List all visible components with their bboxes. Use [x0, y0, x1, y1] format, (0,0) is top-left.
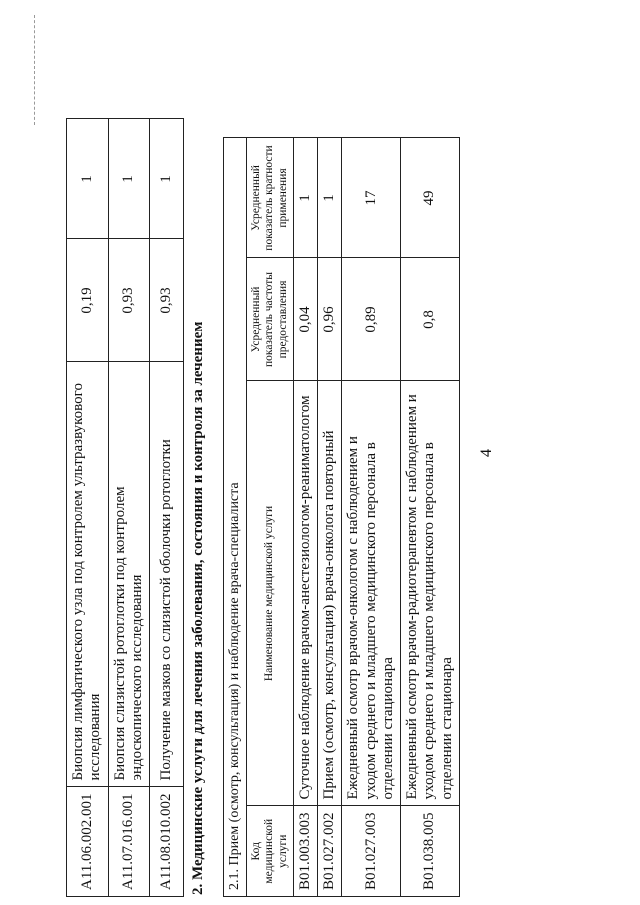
- service-frequency: 0,96: [318, 258, 342, 381]
- subsection-row: [224, 138, 247, 897]
- service-name: Получение мазков со слизистой оболочки ротоглотки: [150, 362, 184, 787]
- section-title: 2. Медицинские услуги для лечения заболевания, состояния и контроля за лечением: [190, 321, 206, 895]
- service-multiplicity: 1: [318, 138, 342, 258]
- continued-services-table: [66, 118, 184, 897]
- service-code: A11.07.016.001: [108, 787, 150, 897]
- table-row: [293, 138, 317, 897]
- service-multiplicity: 1: [293, 138, 317, 258]
- header-multiplicity: Усредненный показатель кратности применения: [247, 138, 294, 258]
- header-name: Наименование медицинской услуги: [247, 381, 294, 806]
- table-row: [342, 138, 401, 897]
- table-row: [108, 119, 150, 897]
- table-row: [150, 119, 184, 897]
- service-multiplicity: 1: [150, 119, 184, 239]
- page-number: 4: [478, 449, 495, 457]
- service-multiplicity: 17: [342, 138, 401, 258]
- service-code: B01.038.005: [401, 806, 460, 897]
- service-frequency: 0,89: [342, 258, 401, 381]
- table-row: [318, 138, 342, 897]
- service-name: Суточное наблюдение врачом-анестезиологом-реаниматологом: [293, 381, 317, 806]
- treatment-services-table: [223, 137, 460, 897]
- service-frequency: 0,93: [150, 239, 184, 362]
- service-name: Прием (осмотр, консультация) врача-онколога повторный: [318, 381, 342, 806]
- service-frequency: 0,04: [293, 258, 317, 381]
- service-code: B01.027.002: [318, 806, 342, 897]
- service-name: Ежедневный осмотр врачом-радиотерапевтом с наблюдением и уходом среднего и младшего медицинского персонала в отделении стационара: [401, 381, 460, 806]
- service-frequency: 0,93: [108, 239, 150, 362]
- service-frequency: 0,19: [67, 239, 109, 362]
- service-code: A11.06.002.001: [67, 787, 109, 897]
- service-multiplicity: 1: [108, 119, 150, 239]
- service-name: Биопсия слизистой ротоглотки под контролем эндоскопического исследования: [108, 362, 150, 787]
- header-code: Код медицинской услуги: [247, 806, 294, 897]
- header-frequency: Усредненный показатель частоты предоставления: [247, 258, 294, 381]
- table-row: [67, 119, 109, 897]
- service-code: B01.003.003: [293, 806, 317, 897]
- table-row: [401, 138, 460, 897]
- header-row: [247, 138, 294, 897]
- service-frequency: 0,8: [401, 258, 460, 381]
- service-code: B01.027.003: [342, 806, 401, 897]
- service-multiplicity: 1: [67, 119, 109, 239]
- service-name: Ежедневный осмотр врачом-онкологом с наблюдением и уходом среднего и младшего медицинского персонала в отделении стационара: [342, 381, 401, 806]
- scan-artifact-line: [34, 15, 35, 125]
- service-code: A11.08.010.002: [150, 787, 184, 897]
- service-multiplicity: 49: [401, 138, 460, 258]
- service-name: Биопсия лимфатического узла под контролем ультразвукового исследования: [67, 362, 109, 787]
- subsection-title: 2.1. Прием (осмотр, консультация) и наблюдение врача-специалиста: [224, 138, 247, 897]
